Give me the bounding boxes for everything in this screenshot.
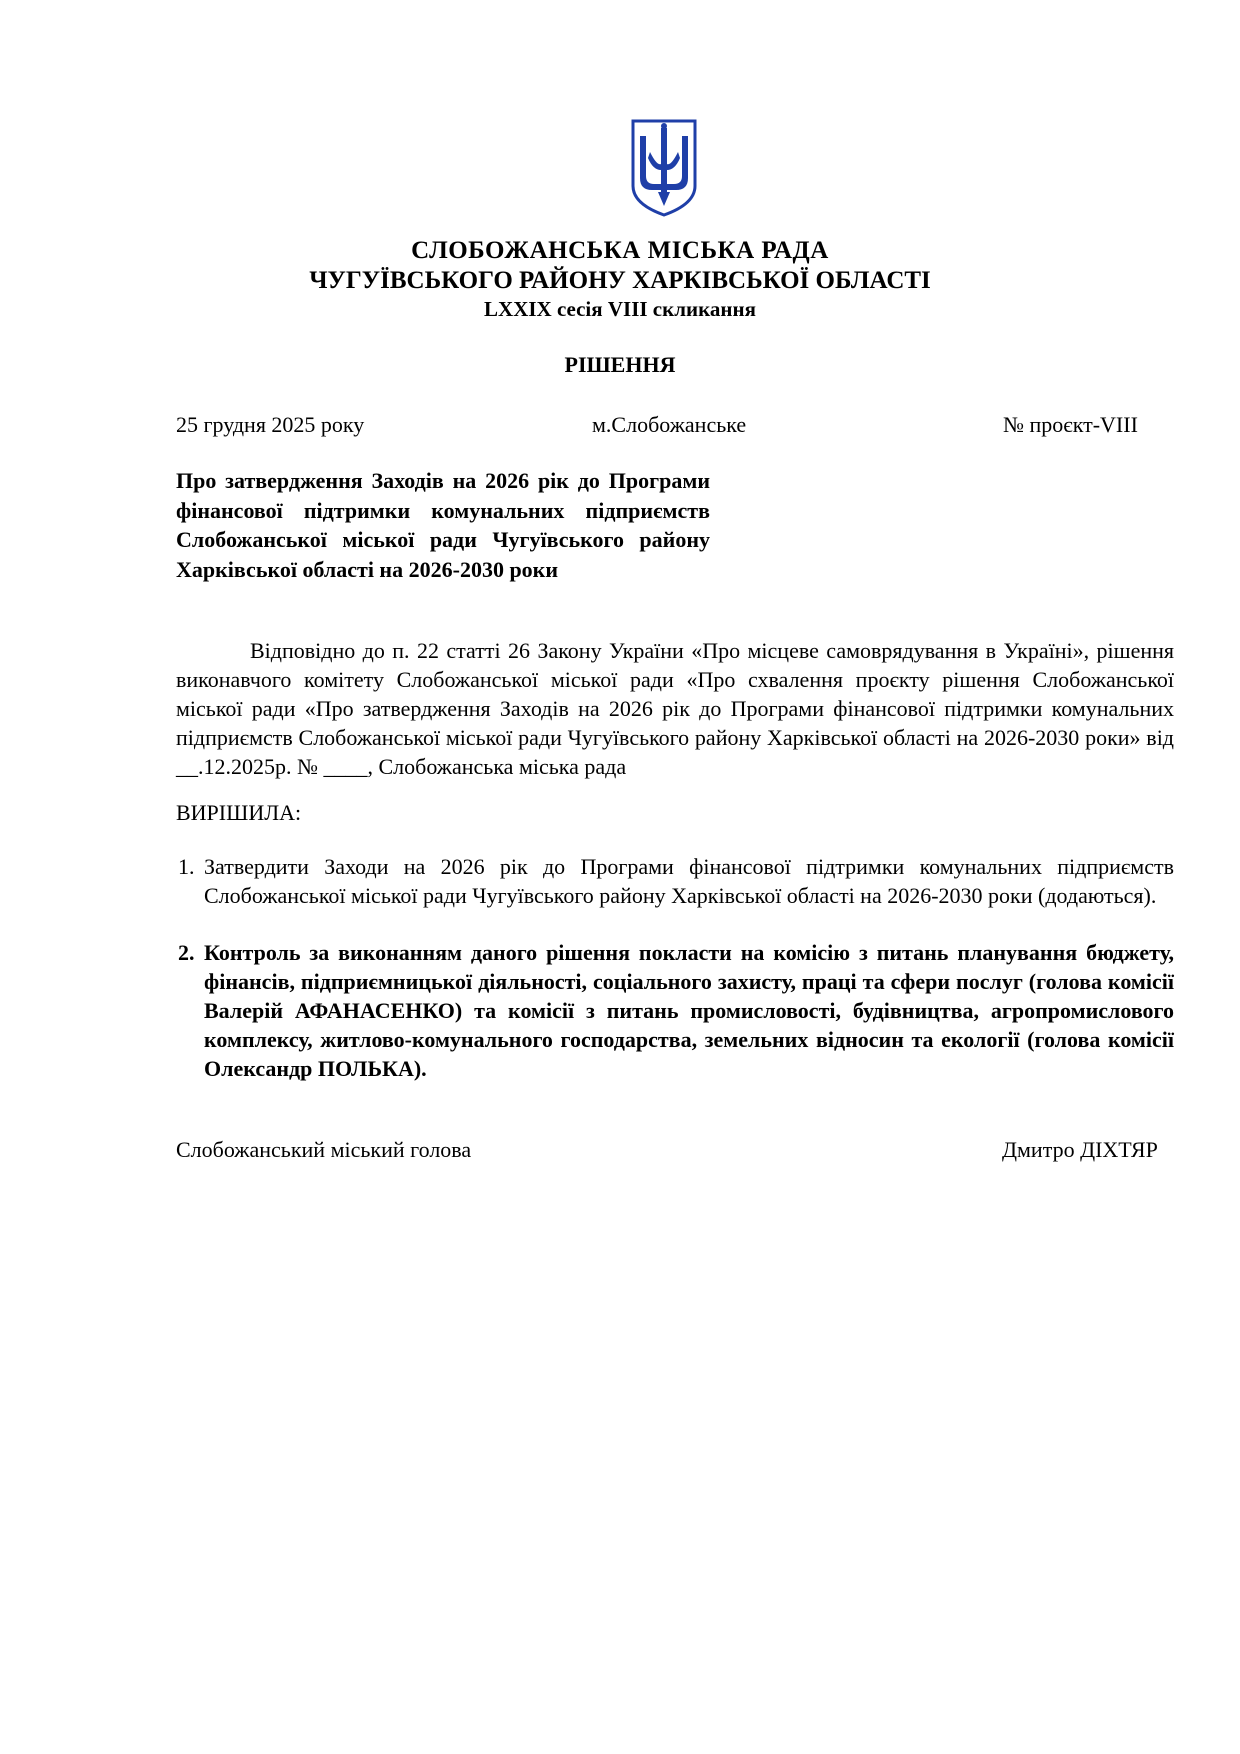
decision-number: № проєкт-VIII xyxy=(1003,412,1138,437)
list-item-text: Затвердити Заходи на 2026 рік до Програми фінансової підтримки комунальних підприємств Слобожанської міської ради Чугуївського району Харківської області на 2026-2030 роки (додаються). xyxy=(204,854,1174,908)
list-item-number: 1. xyxy=(178,854,195,879)
signatory-name: Дмитро ДІХТЯР xyxy=(1002,1137,1158,1162)
decision-subject: Про затвердження Заходів на 2026 рік до Програми фінансової підтримки комунальних підприємств Слобожанської міської ради Чугуївського району Харківської області на 2026-2030 роки xyxy=(176,468,710,582)
session-line: LXXIX сесія VIII скликання xyxy=(484,297,756,321)
council-name: СЛОБОЖАНСЬКА МІСЬКА РАДА xyxy=(411,237,829,264)
list-item xyxy=(176,938,1174,1083)
decision-date: 25 грудня 2025 року xyxy=(176,412,365,437)
decision-city: м.Слобожанське xyxy=(592,412,747,437)
signatory-title: Слобожанський міський голова xyxy=(176,1137,472,1162)
document-type-title: РІШЕННЯ xyxy=(564,352,676,377)
list-item-number: 2. xyxy=(178,940,195,965)
list-item-text: Контроль за виконанням даного рішення покласти на комісію з питань планування бюджету, фінансів, підприємницької діяльності, соціального захисту, праці та сфери послуг (голова комісії Валерій АФАНАСЕНКО) та комісії з питань промисловості, будівництва, агропромислового комплексу, житлово-комунального господарства, земельних відносин та екології (голова комісії Олександр ПОЛЬКА). xyxy=(204,940,1174,1081)
district-name: ЧУГУЇВСЬКОГО РАЙОНУ ХАРКІВСЬКОЇ ОБЛАСТІ xyxy=(309,267,931,294)
preamble-paragraph: Відповідно до п. 22 статті 26 Закону України «Про місцеве самоврядування в Україні», рішення виконавчого комітету Слобожанської міської ради «Про схвалення проєкту рішення Слобожанської міської ради «Про затвердження Заходів на 2026 рік до Програми фінансової підтримки комунальних підприємств Слобожанської міської ради Чугуївського району Харківської області на 2026-2030 роки» від __.12.2025р. № ____, Слобожанська міська рада xyxy=(176,638,1174,779)
trident-coat-of-arms-icon xyxy=(630,118,698,218)
resolved-heading: ВИРІШИЛА: xyxy=(176,800,302,825)
list-item xyxy=(176,852,1174,910)
